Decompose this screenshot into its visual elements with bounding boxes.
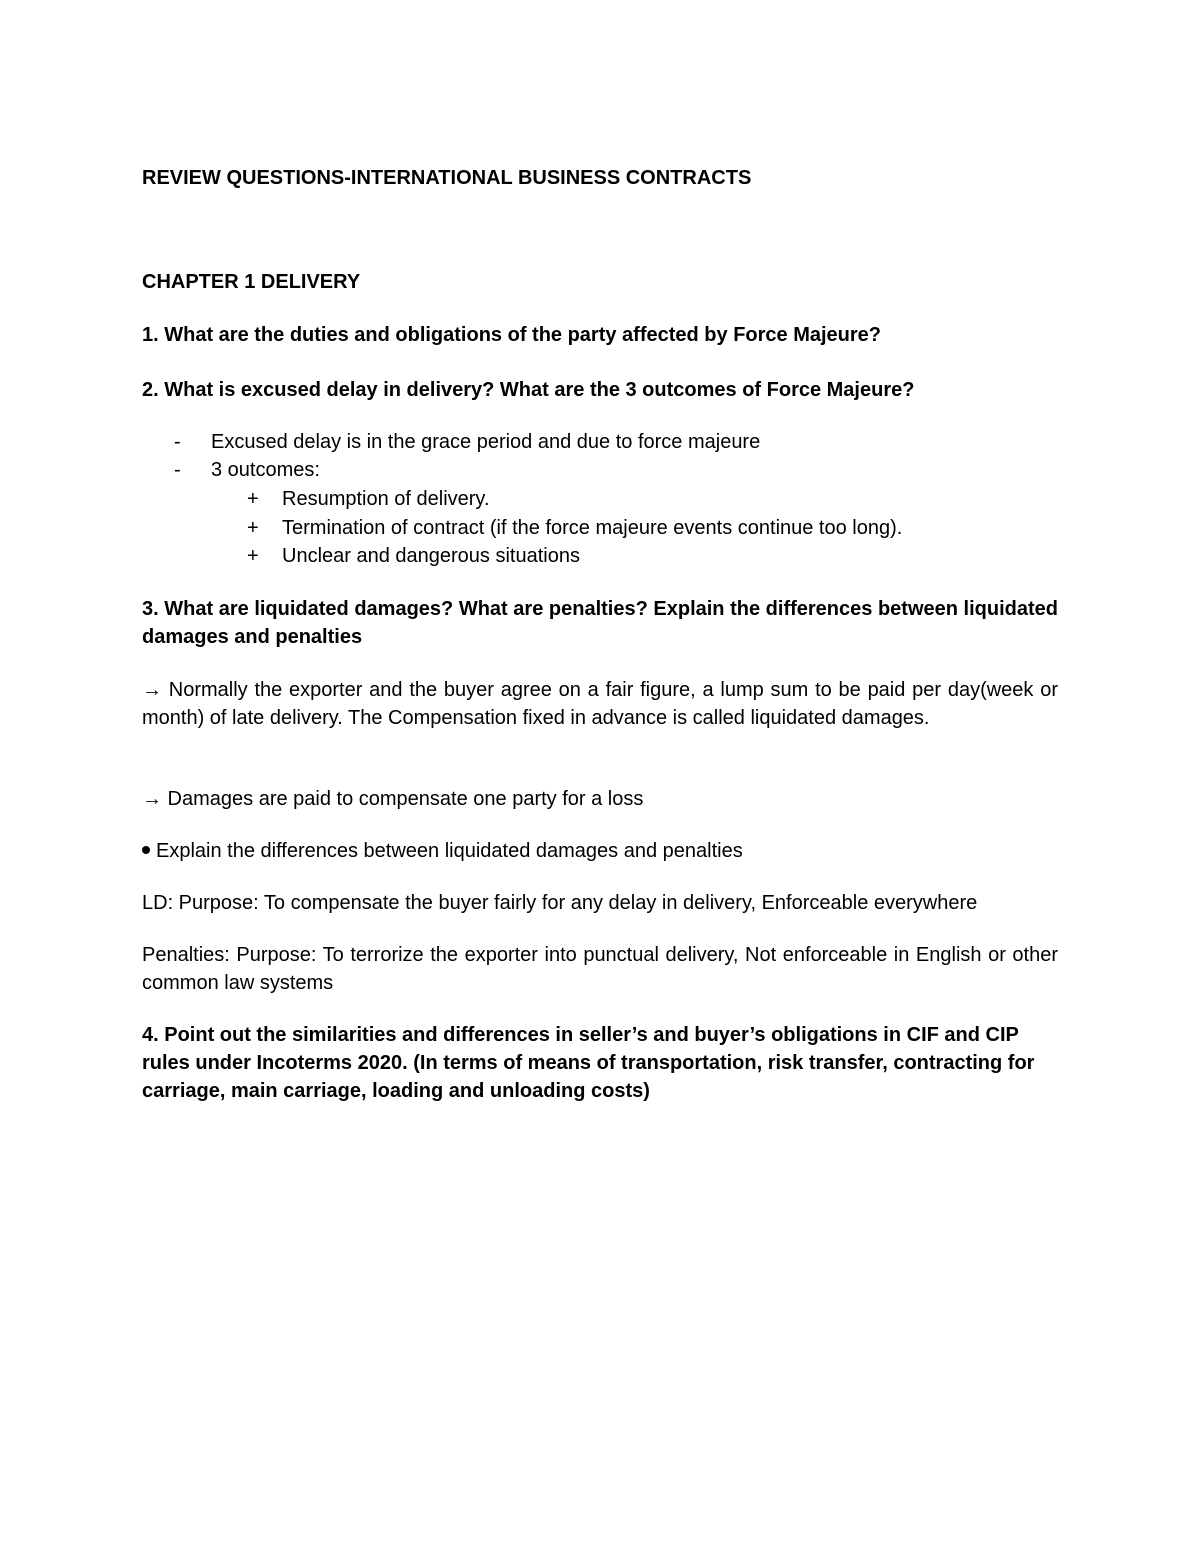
- plus-marker: +: [247, 545, 259, 567]
- question-4: 4. Point out the similarities and differences in seller’s and buyer’s obligations in CIF and CIP rules under Incoterms 2020. (In terms of means of transportation, risk transfer, contracting for carriage, main carriage, loading and unloading costs): [142, 1024, 1035, 1102]
- bullet-differences: [142, 837, 743, 865]
- bullet-differences-text: Explain the differences between liquidated damages and penalties: [156, 840, 743, 862]
- answer-item-excused-delay: Excused delay is in the grace period and due to force majeure: [211, 431, 761, 453]
- outcome-termination: Termination of contract (if the force majeure events continue too long).: [282, 517, 903, 539]
- chapter-heading: CHAPTER 1 DELIVERY: [142, 271, 361, 293]
- bullet-dot-icon: [142, 846, 150, 854]
- outcome-unclear: Unclear and dangerous situations: [282, 545, 580, 567]
- document-title: REVIEW QUESTIONS-INTERNATIONAL BUSINESS CONTRACTS: [142, 167, 752, 189]
- outcome-resumption: Resumption of delivery.: [282, 488, 490, 510]
- answer-liquidated-damages: → Normally the exporter and the buyer agree on a fair figure, a lump sum to be paid per day(week or month) of late delivery. The Compensation fixed in advance is called liquidated damages.: [142, 679, 1058, 729]
- plus-marker: +: [247, 488, 259, 510]
- question-1: 1. What are the duties and obligations of the party affected by Force Majeure?: [142, 324, 882, 346]
- question-2: 2. What is excused delay in delivery? What are the 3 outcomes of Force Majeure?: [142, 379, 915, 401]
- dash-marker: -: [174, 431, 181, 453]
- answer-damages: → Damages are paid to compensate one party for a loss: [142, 788, 644, 810]
- ld-definition: LD: Purpose: To compensate the buyer fairly for any delay in delivery, Enforceable everywhere: [142, 892, 978, 914]
- penalties-definition: Penalties: Purpose: To terrorize the exporter into punctual delivery, Not enforceable in English or other common law systems: [142, 944, 1058, 994]
- answer-item-outcomes: 3 outcomes:: [211, 459, 320, 481]
- dash-marker: -: [174, 459, 181, 481]
- question-3: 3. What are liquidated damages? What are penalties? Explain the differences between liquidated damages and penalties: [142, 598, 1058, 648]
- plus-marker: +: [247, 517, 259, 539]
